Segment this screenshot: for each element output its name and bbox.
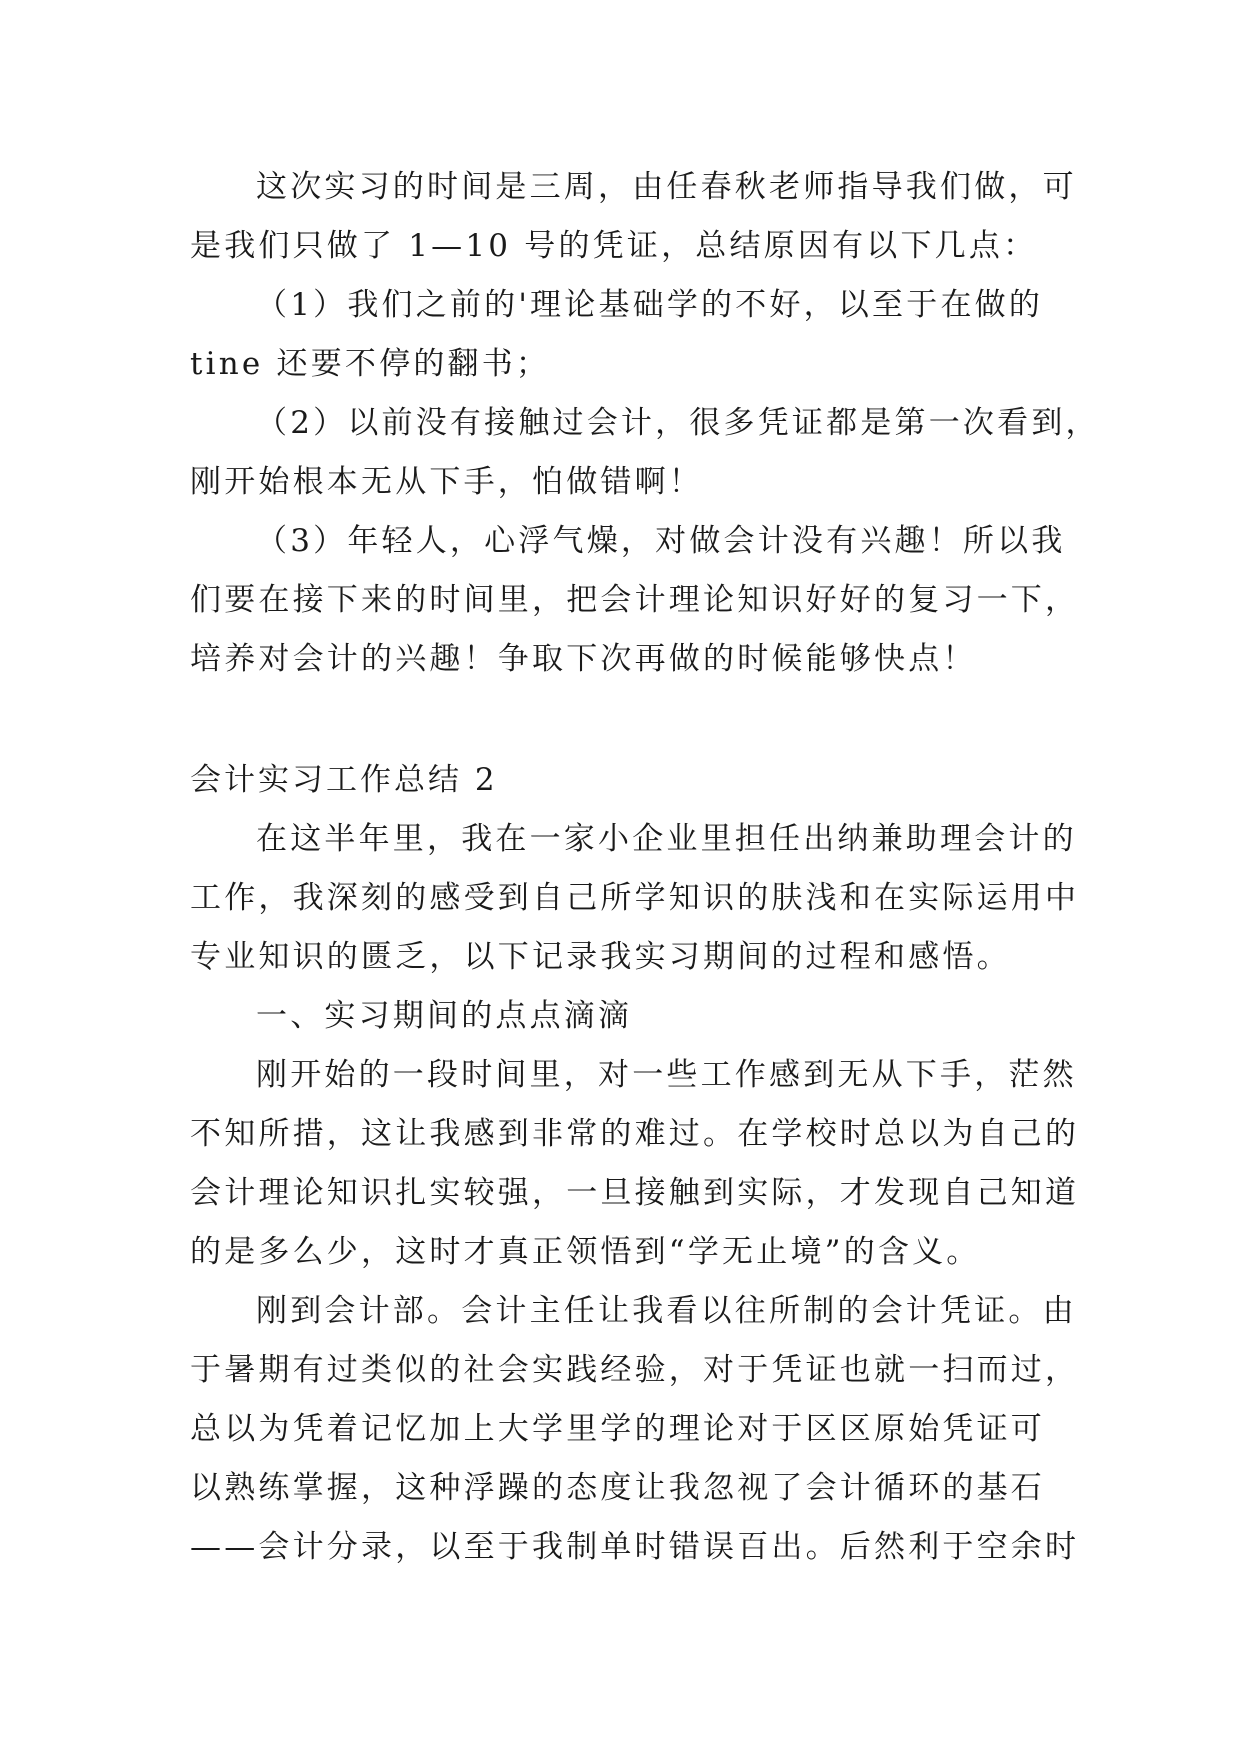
paragraph-line: 总以为凭着记忆加上大学里学的理论对于区区原始凭证可 xyxy=(190,1411,1045,1447)
list-item-line: 培养对会计的兴趣！争取下次再做的时候能够快点！ xyxy=(190,641,977,677)
list-item-line: tine 还要不停的翻书； xyxy=(190,346,551,382)
section-spacer xyxy=(190,689,1070,751)
list-item-line: （1）我们之前的'理论基础学的不好，以至于在做的 xyxy=(256,287,1044,323)
paragraph-line: 刚开始的一段时间里，对一些工作感到无从下手，茫然 xyxy=(256,1057,1077,1093)
list-item-line: 们要在接下来的时间里，把会计理论知识好好的复习一下， xyxy=(190,582,1080,618)
paragraph-line: 刚到会计部。会计主任让我看以往所制的会计凭证。由 xyxy=(256,1293,1077,1329)
paragraph-line: ——会计分录，以至于我制单时错误百出。后然利于空余时 xyxy=(190,1529,1080,1565)
paragraph-line: 工作，我深刻的感受到自己所学知识的肤浅和在实际运用中 xyxy=(190,880,1080,916)
list-item-line: （3）年轻人，心浮气燥，对做会计没有兴趣！所以我 xyxy=(256,523,1066,559)
list-item-line: （2）以前没有接触过会计，很多凭证都是第一次看到， xyxy=(256,405,1100,441)
paragraph-line: 这次实习的时间是三周，由任春秋老师指导我们做，可 xyxy=(256,169,1077,205)
subheading: 一、实习期间的点点滴滴 xyxy=(256,998,633,1034)
paragraph-line: 专业知识的匮乏，以下记录我实习期间的过程和感悟。 xyxy=(190,939,1011,975)
paragraph-line: 是我们只做了 1—10 号的凭证，总结原因有以下几点： xyxy=(190,228,1038,264)
paragraph-line: 于暑期有过类似的社会实践经验，对于凭证也就一扫而过， xyxy=(190,1352,1080,1388)
paragraph-line: 的是多么少，这时才真正领悟到“学无止境”的含义。 xyxy=(190,1234,981,1270)
paragraph-line: 在这半年里，我在一家小企业里担任出纳兼助理会计的 xyxy=(256,821,1077,857)
list-item-line: 刚开始根本无从下手，怕做错啊！ xyxy=(190,464,703,500)
document-page xyxy=(190,158,1100,1577)
section-heading: 会计实习工作总结 2 xyxy=(190,762,498,798)
paragraph-line: 不知所措，这让我感到非常的难过。在学校时总以为自己的 xyxy=(190,1116,1080,1152)
paragraph-line: 以熟练掌握，这种浮躁的态度让我忽视了会计循环的基石 xyxy=(190,1470,1045,1506)
paragraph-line: 会计理论知识扎实较强，一旦接触到实际，才发现自己知道 xyxy=(190,1175,1080,1211)
